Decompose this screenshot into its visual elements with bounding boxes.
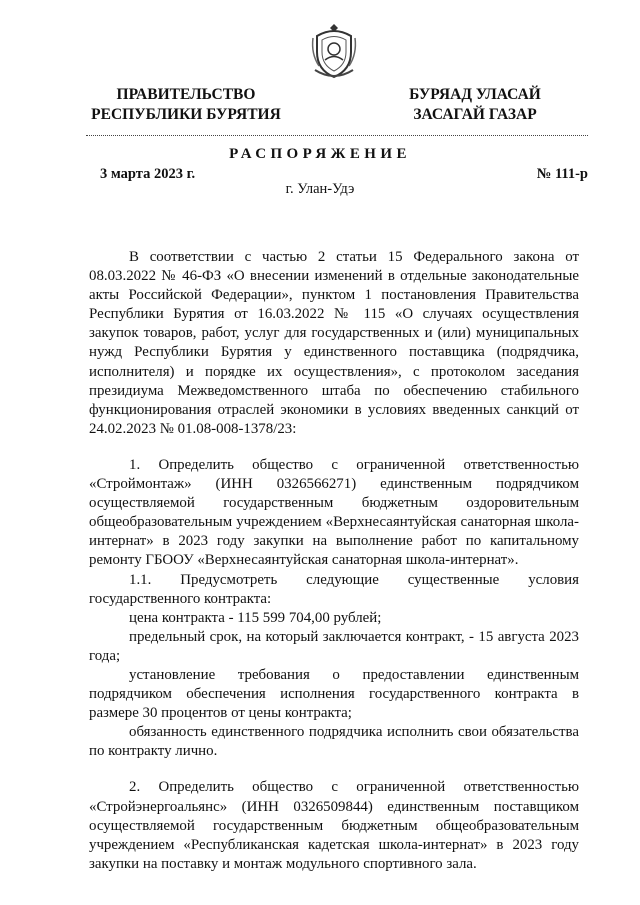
document-type: РАСПОРЯЖЕНИЕ [229,146,411,162]
preamble-paragraph: В соответствии с частью 2 статьи 15 Федерального закона от 08.03.2022 № 46-ФЗ «О внесении изменений в отдельные законодательные акты Российской Федерации», пунктом 1 постановления Правительства Республики Бурятия от 16.03.2022 № 115 «О случаях осуществления закупок товаров, работ, услуг для государственных и (или) муниципальных нужд Республики Бурятия у единственного поставщика (подрядчика, исполнителя) и порядке их осуществления», с протоколом заседания президиума Межведомственного штаба по обеспечению стабильного функционирования отраслей экономики в условиях введенных санкций от 24.02.2023 № 01.08-008-1378/23: [89,249,579,437]
clause-1: 1. Определить общество с ограниченной ответственностью «Строймонтаж» (ИНН 0326566271) единственным подрядчиком осуществляемой государственным бюджетным оздоровительным общеобразовательным учреждением «Верхнесаянтуйская санаторная школа-интернат» в 2023 году закупки на выполнение работ по капитальному ремонту ГБООУ «Верхнесаянтуйская санаторная школа-интернат». [89,456,579,569]
clause-2: 2. Определить общество с ограниченной ответственностью «Стройэнергоальянс» (ИНН 0326509844) единственным поставщиком осуществляемой государственным бюджетным общеобразовательным учреждением «Республиканская кадетская школа-интернат» в 2023 году закупки на поставку и монтаж модульного спортивного зала. [89,779,579,872]
condition-personal-performance: обязанность единственного подрядчика исполнить свои обязательства по контракту лично. [89,724,579,760]
document-number: № 111-р [536,166,588,182]
document-body [89,248,579,874]
document-city: г. Улан-Удэ [285,181,355,197]
gov-name-ru-line1: ПРАВИТЕЛЬСТВО [116,86,256,103]
header-separator [86,135,588,136]
clause-1-1: 1.1. Предусмотреть следующие существенные условия государственного контракта: [89,571,579,607]
gov-name-bua-line1: БУРЯАД УЛАСАЙ [409,86,541,103]
condition-price: цена контракта - 115 599 704,00 рублей; [129,609,382,626]
coat-of-arms-icon [309,22,359,80]
condition-deadline: предельный срок, на который заключается контракт, - 15 августа 2023 года; [89,628,579,664]
government-name-russian [86,85,286,125]
condition-security: установление требования о предоставлении единственным подрядчиком обеспечения исполнения государственного контракта в размере 30 процентов от цены контракта; [89,666,579,722]
government-name-buryat [384,85,566,125]
gov-name-bua-line2: ЗАСАГАЙ ГАЗАР [413,106,537,123]
gov-name-ru-line2: РЕСПУБЛИКИ БУРЯТИЯ [91,106,281,123]
document-date: 3 марта 2023 г. [100,166,196,182]
